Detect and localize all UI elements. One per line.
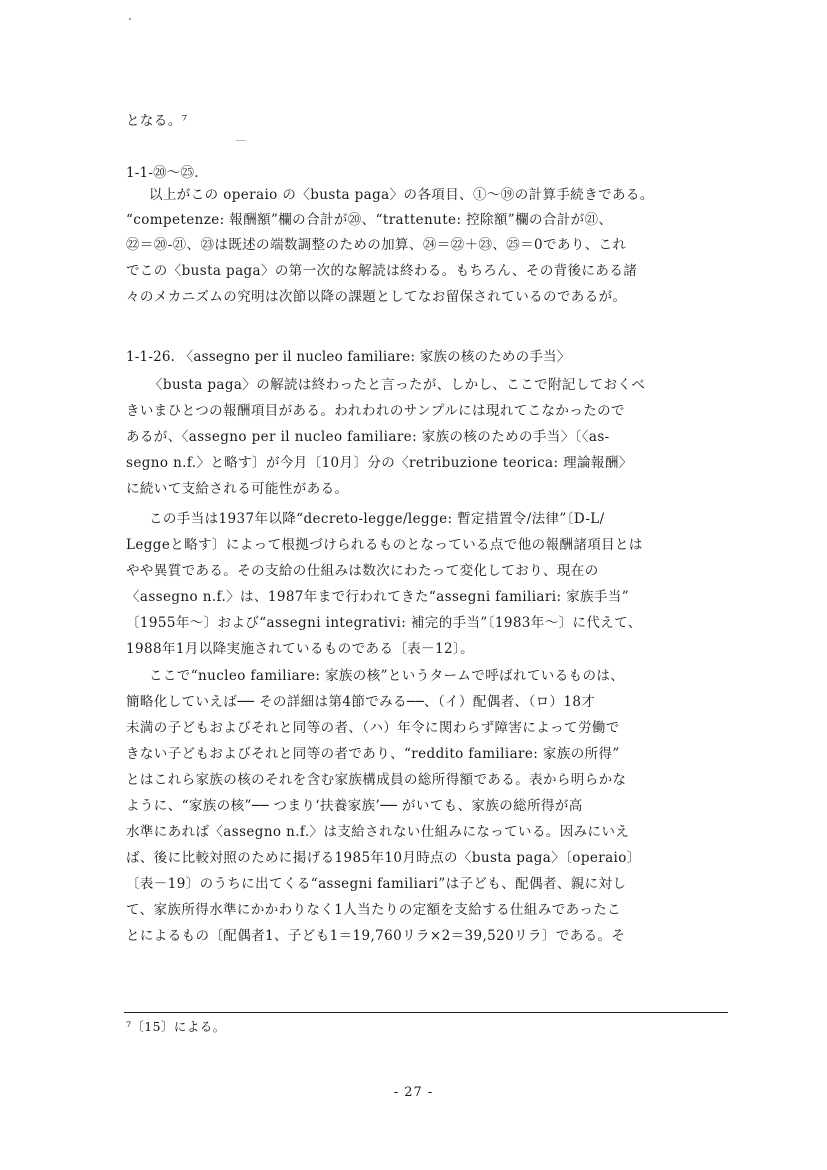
scan-mark xyxy=(236,140,246,141)
paragraph-3-line: 〈assegno n.f.〉は、1987年まで行われてきた“assegni familiari: 家族手当” xyxy=(126,589,629,605)
paragraph-4-line: とによるもの〔配偶者1、子ども1＝19,760リラ×2＝39,520リラ〕である。そ xyxy=(126,928,626,944)
section-heading-20-25: 1-1-⑳～㉕. xyxy=(126,165,199,181)
paragraph-4-line: て、家族所得水準にかかわりなく1人当たりの定額を支給する仕組みであったこ xyxy=(126,902,622,918)
footnote-rule xyxy=(124,1012,728,1013)
paragraph-2-line: あるが、〈assegno per il nucleo familiare: 家族の核のための手当〉〔〈as- xyxy=(126,429,610,445)
paragraph-4-line: 水準にあれば〈assegno n.f.〉は支給されない仕組みになっている。因みにいえ xyxy=(126,824,630,840)
section-heading-26: 1-1-26. 〈assegno per il nucleo familiare: 家族の核のための手当〉 xyxy=(126,349,571,365)
paragraph-1-line: ㉒＝⑳-㉑、㉓は既述の端数調整のための加算、㉔＝㉒＋㉓、㉕＝0であり、これ xyxy=(126,237,627,253)
paragraph-4-line: きない子どもおよびそれと同等の者であり、“reddito familiare: 家族の所得” xyxy=(126,746,620,762)
intro-line: となる。⁷ xyxy=(126,113,188,129)
paragraph-2-line: に続いて支給される可能性がある。 xyxy=(126,481,349,497)
paragraph-3-line: 〔1955年～〕および“assegni integrativi: 補完的手当”〔1983年～〕に代えて、 xyxy=(126,615,642,631)
paragraph-2-line: segno n.f.〉と略す〕が今月〔10月〕分の〈retribuzione teorica: 理論報酬〉 xyxy=(126,455,633,471)
paragraph-3-line: 1988年1月以降実施されているものである〔表－12〕。 xyxy=(126,641,475,657)
paragraph-3-line: Leggeと略す〕によって根拠づけられるものとなっている点で他の報酬諸項目とは xyxy=(126,537,643,553)
paragraph-4-line: 簡略化していえば── その詳細は第4節でみる──、（イ）配偶者、（ロ）18才 xyxy=(126,694,596,710)
paragraph-4-line: ば、後に比較対照のために掲げる1985年10月時点の〈busta paga〉〔operaio〕 xyxy=(126,850,641,866)
paragraph-4-line: 未満の子どもおよびそれと同等の者、（ハ）年令に関わらず障害によって労働で xyxy=(126,720,620,736)
paragraph-4-line: とはこれら家族の核のそれを含む家族構成員の総所得額である。表から明らかな xyxy=(126,772,627,788)
paragraph-2-line: 〈busta paga〉の解読は終わったと言ったが、しかし、ここで附記しておくべ xyxy=(149,377,646,393)
paragraph-2-line: きいまひとつの報酬項目がある。われわれのサンプルには現れてこなかったので xyxy=(126,403,625,419)
paragraph-1-line: 々のメカニズムの究明は次節以降の課題としてなお留保されているのであるが。 xyxy=(126,289,627,305)
scan-speck xyxy=(129,18,131,20)
page-number: - 27 - xyxy=(393,1085,434,1100)
paragraph-4-line: ここで“nucleo familiare: 家族の核”というタームで呼ばれているものは、 xyxy=(149,668,625,684)
paragraph-1-line: “competenze: 報酬額”欄の合計が⑳、“trattenute: 控除額”欄の合計が㉑、 xyxy=(126,212,613,228)
paragraph-1-line: 以上がこの operaio の〈busta paga〉の各項目、①～⑲の計算手続きである。 xyxy=(149,187,654,203)
paragraph-1-line: でこの〈busta paga〉の第一次的な解読は終わる。もちろん、その背後にある諸 xyxy=(126,263,638,279)
paragraph-3-line: この手当は1937年以降“decreto-legge/legge: 暫定措置令/法律”〔D-L/ xyxy=(149,511,605,527)
paragraph-3-line: やや異質である。その支給の仕組みは数次にわたって変化しており、現在の xyxy=(126,563,599,579)
paragraph-4-line: 〔表－19〕のうちに出てくる“assegni familiari”は子ども、配偶者、親に対し xyxy=(126,876,627,892)
footnote-7: ⁷〔15〕による。 xyxy=(126,1019,226,1034)
paragraph-4-line: ように、“家族の核”── つまり‘扶養家族’── がいても、家族の総所得が高 xyxy=(126,798,583,814)
